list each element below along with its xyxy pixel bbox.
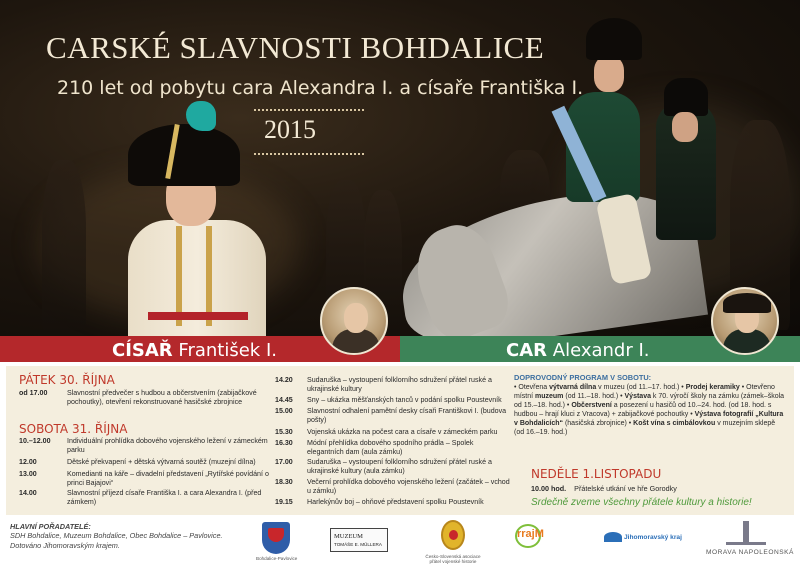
event-time: 13.00: [19, 470, 37, 478]
event-description: Módní přehlídka dobového spodního prádla – Spolek elegantních dam (aula zámku): [307, 439, 474, 456]
program-highlight: výtvarná dílna: [549, 384, 597, 391]
portrait-hat: [723, 293, 771, 313]
program-text: v muzeu (od 11.–17. hod.) •: [596, 384, 686, 391]
background-soldier: [42, 160, 86, 330]
event-description: Slavnostní odhalení pamětní desky císaři Františkovi I. (budova pošty): [307, 407, 507, 424]
organizers-heading: HLAVNÍ POŘADATELÉ:: [10, 522, 91, 531]
association-seal-icon: [441, 520, 465, 550]
side-program-heading: DOPROVODNÝ PROGRAM V SOBOTU:: [514, 373, 652, 382]
coat-red-sash: [148, 312, 248, 320]
event-description: Slavnostní příjezd císaře Františka I. a cara Alexandra I. (před zámkem): [67, 489, 262, 506]
event-time: 18.30: [275, 478, 293, 486]
sunday-event: 10.00 hod. Přátelské utkání ve hře Gorodky: [531, 484, 677, 493]
event-time: 15.30: [275, 428, 293, 436]
event-time: 16.30: [275, 439, 293, 447]
program-text: (od 11.–18. hod.) •: [563, 393, 625, 400]
coat-gold-trim: [176, 226, 182, 326]
monument-tower: [743, 521, 749, 543]
program-text: v muzejním sklepě (od 16.–19. hod.): [514, 420, 776, 436]
region-logo-text: Jihomoravský kraj: [624, 534, 682, 541]
dotted-divider: [254, 109, 364, 111]
museum-subtitle: TOMÁŠE E. MÜLLERA: [334, 542, 382, 547]
tsar-portrait-medallion: [711, 287, 779, 355]
program-highlight: Výstava fotografií „Kultura v Bohdalicích“: [514, 411, 784, 427]
south-moravian-region-icon: [604, 532, 622, 542]
organizers-line: Dotováno Jihomoravským krajem.: [10, 540, 120, 550]
hat-plume: [186, 101, 216, 131]
event-time: 14.45: [275, 396, 293, 404]
morava-napoleonska-logo: MORAVA NAPOLEONSKÁ: [706, 549, 794, 556]
bicorne-hat: [128, 124, 240, 186]
poster-title: CARSKÉ SLAVNOSTI BOHDALICE: [46, 30, 545, 65]
event-description: Slavnostní předvečer s hudbou a občerstvením (zabijačkové pochoutky), otevření rekonstruované hasičské zbrojnice: [67, 389, 257, 406]
program-highlight: muzeum: [535, 393, 564, 400]
emperor-portrait-medallion: [320, 287, 388, 355]
program-highlight: Prodej keramiky: [685, 384, 740, 391]
saturday-heading: SOBOTA 31. ŘÍJNA: [19, 422, 128, 436]
rrajm-logo: rrajM: [517, 528, 544, 540]
sunday-heading: NEDĚLE 1.LISTOPADU: [531, 467, 662, 481]
museum-title: MUZEUM: [334, 533, 363, 540]
bohdalice-caption: Bohdalice-Pavlovice: [256, 556, 298, 561]
event-time: 14.20: [275, 376, 293, 384]
event-description: Sny – ukázka měšťanských tanců v podání spolku Poustevník: [307, 396, 502, 404]
event-time: 10.–12.00: [19, 437, 51, 445]
poster-year: 2015: [264, 115, 316, 144]
bohdalice-coat-of-arms-icon: [262, 522, 290, 554]
event-time: od 17.00: [19, 389, 48, 397]
program-text: k 70. výročí školy na zámku (zámek–škola od 15.–18. hod.) •: [514, 393, 785, 409]
event-time: 19.15: [275, 498, 293, 506]
seal-caption: Česko-Slovenská asociace přátel vojenské historie: [425, 554, 481, 564]
dotted-divider: [254, 153, 364, 155]
program-highlight: Výstava: [624, 393, 651, 400]
museum-logo: [330, 528, 388, 552]
program-text: a posezení u hasičů od 10.–24. hod. (od 18. hod. s hudbou – hrají kluci z Vracova) + zabijačkové pochoutky •: [514, 402, 772, 418]
friday-heading: PÁTEK 30. ŘÍJNA: [19, 373, 115, 387]
organizers: [10, 522, 223, 550]
program-text: (hasičská zbrojnice) •: [563, 420, 634, 427]
event-description: Komedianti na káře – divadelní představení „Rytířské povídání o princi Bajajovi“: [67, 470, 269, 487]
event-time: 14.00: [19, 489, 37, 497]
event-description: Individuální prohlídka dobového vojenského ležení v zámeckém parku: [67, 437, 268, 454]
tsar-name: CAR Alexandr I.: [506, 340, 650, 361]
event-time: 12.00: [19, 458, 37, 466]
hussar-shako: [664, 78, 708, 116]
portrait-face: [344, 303, 368, 333]
hussar-face: [672, 112, 698, 142]
emperor-name: CÍSAŘ František I.: [112, 340, 277, 361]
invitation-text: Srdečně zveme všechny přátele kultury a historie!: [531, 497, 752, 508]
event-description: Harlekýnův boj – ohňové představení spolku Poustevník: [307, 498, 484, 506]
coat-gold-trim: [206, 226, 212, 326]
program-text: • Otevřeno místní: [514, 384, 775, 400]
program-highlight: Občerstvení: [571, 402, 612, 409]
poster-subtitle: 210 let od pobytu cara Alexandra I. a císaře Františka I.: [57, 77, 584, 99]
event-description: Večerní prohlídka dobového vojenského ležení (začátek – vchod u zámku): [307, 478, 510, 495]
program-highlight: Košt vína s cimbálovkou: [633, 420, 716, 427]
event-description: Dětské překvapení + dětská výtvarná soutěž (muzejní dílna): [67, 458, 256, 466]
event-time: 15.00: [275, 407, 293, 415]
program-text: • Otevřena: [514, 384, 550, 391]
organizers-line: SDH Bohdalice, Muzeum Bohdalice, Obec Bohdalice – Pavlovice.: [10, 531, 223, 541]
side-program-text: [514, 383, 786, 437]
event-description: Sudaruška – vystoupení folklorního sdružení přátel ruské a ukrajinské kultury: [307, 376, 492, 393]
event-description: Vojenská ukázka na počest cara a císaře v zámeckém parku: [307, 428, 498, 436]
event-time: 17.00: [275, 458, 293, 466]
event-description: Sudaruška – vystoupení folklorního sdružení přátel ruské a ukrajinské kultury (aula zámku): [307, 458, 492, 475]
